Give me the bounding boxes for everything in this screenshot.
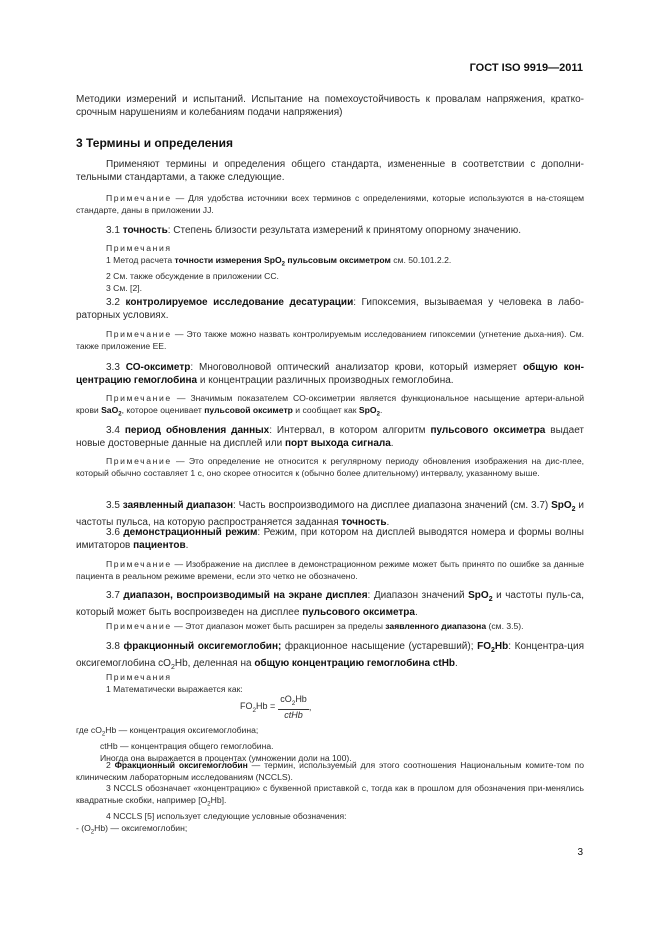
note-label: Примечание [106,456,172,466]
page-number: 3 [577,847,583,858]
term-3-4 [76,424,584,451]
note-label: Примечание [106,559,172,569]
note-bold: Фракционный оксигемоглобин [114,760,248,770]
subscript: 2 [488,596,493,603]
preamble-paragraph: Применяют термины и определения общего стандарта, измененные в соответствии с дополни-тельными стандартами, а также следующие. [76,159,584,184]
note-text: 3 NCCLS обозначает «концентрацию» с буквенной приставкой с, тогда как в прошлом для обозначения при-менялись квадратные скобки, например [O [76,783,584,805]
subscript: 2 [207,801,211,808]
notes-label: Примечания [106,672,172,682]
subscript: 2 [376,411,380,418]
term-bold: пульсового оксиметра [430,425,546,436]
term-definition: : Режим, при котором на дисплей выводятся номера и формы волны имитаторов [76,527,584,552]
note-bold: SpO [358,404,377,415]
note-text: — Этот диапазон может быть расширен за пределы [174,621,386,631]
subscript: 2 [490,647,495,654]
term-number: 3.7 [106,590,120,601]
term-number: 3.6 [106,527,120,538]
term-definition: . [386,517,390,529]
formula-denominator [282,710,305,721]
note-bold: точности измерения SpO [174,254,282,265]
term-bold: SpO [468,590,489,601]
term-number: 3.2 [106,297,120,308]
term-number: 3.1 [106,225,120,236]
note-text: — Это определение не относится к регулярному периоду обновления изображения на дис-плее, который обычно составляет 1 с, оно скорее относится к (обычно более длительному) интервалу, указанному выше. [76,456,584,478]
intro-paragraph: Методики измерений и испытаний. Испытание на помехоустойчивость к провалам напряжения, кратко-срочным нарушениям и колебаниям подачи напряжения) [76,94,584,119]
note-3-8-2 [76,760,584,783]
legend-text: Hb — концентрация оксигемоглобина; [105,725,259,735]
notes-label: Примечания [106,243,172,253]
term-definition: . [414,607,418,619]
note-text: (см. 3.5). [486,621,524,631]
term-bold: пациентов [133,540,186,552]
note-3-2 [76,329,584,352]
formula-part: ctHb [284,709,303,720]
term-name: демонстрационный режим [123,527,258,538]
note-num: 2 [106,760,111,770]
term-bold: точность [341,517,387,529]
note-text: — Для удобства источники всех терминов с определениями, которые используются в на-стоящем стандарте, даны в приложении JJ. [76,193,585,215]
intro-note [76,193,584,216]
note-bold: заявленного диапазона [385,621,487,631]
note-3-8-1: 1 Математически выражается как: [106,683,243,694]
term-definition: : Часть воспроизводимого на дисплее диапазона значений (см. 3.7) [233,500,552,511]
term-definition: и частоты пульса, на которую распространяется заданная [76,500,584,529]
term-3-6 [76,526,584,553]
note-text: — Значимым показателем СО-оксиметрии является функциональное насыщение артери-альной крови [76,393,585,415]
subscript: 2 [281,261,286,268]
term-3-5 [76,499,584,530]
note-3-1-2: 2 См. также обсуждение в приложении СС. [106,270,279,281]
term-definition: : Гипоксемия, вызываемая у человека в лабо-раторных условиях. [76,297,584,322]
term-definition: . [390,438,394,450]
note-text: - (O [76,822,91,833]
term-name: точность [122,225,168,236]
note-3-8-5 [46,823,584,839]
term-definition: : Интервал, в котором алгоритм [269,425,431,436]
term-3-7 [76,589,584,620]
note-3-8-3 [76,783,584,811]
term-definition: и частоты пуль-са, который может быть воспроизведен на дисплее [76,590,584,619]
formula-comma: , [308,702,312,713]
term-bold: порт выхода сигнала [284,438,391,450]
note-3-6 [76,559,584,582]
term-3-2 [76,296,584,323]
formula-legend [76,725,584,765]
term-name: период обновления данных [124,425,270,436]
term-number: 3.4 [106,425,120,436]
note-bold: SaO [101,404,119,415]
note-text: , которое оценивает [121,404,205,415]
notes-3-8-head [76,672,584,695]
formula-part: Hb = [256,701,276,711]
formula [240,694,311,721]
term-3-3 [76,361,584,388]
term-number: 3.8 [106,641,120,652]
term-definition: : Многоволновой оптический анализатор крови, который измеряет [190,362,523,373]
formula-part: Hb [295,694,307,704]
note-text: — Изображение на дисплее в демонстрационном режиме может быть принято по ошибке за данные пациента в реальном режиме времени, если это четко не обозначено. [76,559,585,581]
notes-3-1 [76,243,584,294]
note-text: см. 50.101.2.2. [393,254,452,265]
legend-text: где cO [76,725,102,735]
term-definition: выдает новые достоверные данные на дисплей или [76,425,585,450]
section-title: Термины и определения [86,136,234,150]
formula-part: cO [280,694,292,704]
term-bold: Hb [494,641,509,652]
legend-1 [76,725,584,741]
legend-2: ctHb — концентрация общего гемоглобина. [100,741,274,752]
term-definition: : Концентра-ция оксигемоглобина cO [76,641,584,670]
note-bold: пульсовой оксиметр [204,404,293,415]
note-text: и сообщает как [292,404,359,415]
term-name: диапазон, воспроизводимый на экране дисплея [123,590,368,601]
note-3-3 [76,393,584,421]
notes-3-8-rest [76,760,584,839]
note-bold: пульсовым оксиметром [287,254,391,265]
formula-part: FO [240,701,253,711]
standard-header: ГОСТ ISO 9919—2011 [469,62,583,74]
term-definition: . [455,658,458,670]
term-3-8 [76,640,584,675]
note-label: Примечание [106,621,172,631]
term-3-1 [76,224,584,237]
term-bold: общую кон-центрацию гемоглобина [76,362,585,387]
term-definition: и концентрации различных производных гемоглобина. [197,375,454,387]
formula-lhs [240,701,275,714]
note-text: — термин, используемый для этого соотношения Национальным комите-том по клиническим лабораторным исследованиям (NCCLS). [76,760,584,782]
term-bold: общую концентрацию гемоглобина ctHb [254,658,456,670]
note-text: . [379,404,383,415]
formula-fraction [278,694,309,721]
note-num: 1 [106,254,111,265]
note-label: Примечание [106,393,172,403]
section-heading [76,136,584,150]
note-text: — Это также можно назвать контролируемым исследованием гипоксемии (угнетение дыха-ния). См. также приложение ЕЕ. [76,329,585,351]
subscript: 2 [291,699,296,707]
note-text: Hb) — оксигемоглобин; [94,822,188,833]
subscript: 2 [170,664,175,672]
term-name: фракционный оксигемоглобин; [123,641,282,652]
legend-3: Иногда она выражается в процентах (умножении доли на 100). [100,752,352,763]
subscript: 2 [571,506,576,513]
term-definition: . [185,540,189,552]
subscript: 2 [90,829,95,836]
subscript: 2 [118,411,122,418]
note-text: Hb]. [210,794,227,805]
term-name: СО-оксиметр [125,362,191,373]
note-3-1-1 [76,255,584,271]
term-bold: SpO [551,500,572,511]
term-bold: пульсового оксиметра [302,607,415,619]
note-3-4 [76,456,584,479]
term-definition: Hb, деленная на [174,658,255,670]
term-definition: : Диапазон значений [367,590,469,601]
term-number: 3.5 [106,500,120,511]
note-label: Примечание [106,193,172,203]
term-number: 3.3 [106,362,120,373]
term-name: контролируемое исследование десатурации [125,297,354,308]
subscript: 2 [101,731,106,738]
note-label: Примечание [106,329,172,339]
note-3-7 [76,621,584,633]
term-name: заявленный диапазон [122,500,234,511]
term-definition: фракционное насыщение (устаревший); [281,641,478,652]
note-text: Метод расчета [113,254,173,265]
formula-numerator [278,694,309,710]
term-bold: FO [477,641,491,652]
term-definition: : Степень близости результата измерений к принятому опорному значению. [167,225,521,236]
section-number: 3 [76,136,83,150]
subscript: 2 [252,706,257,714]
note-3-8-4: 4 NCCLS [5] использует следующие условные обозначения: [106,811,347,822]
note-3-1-3: 3 См. [2]. [106,282,142,293]
